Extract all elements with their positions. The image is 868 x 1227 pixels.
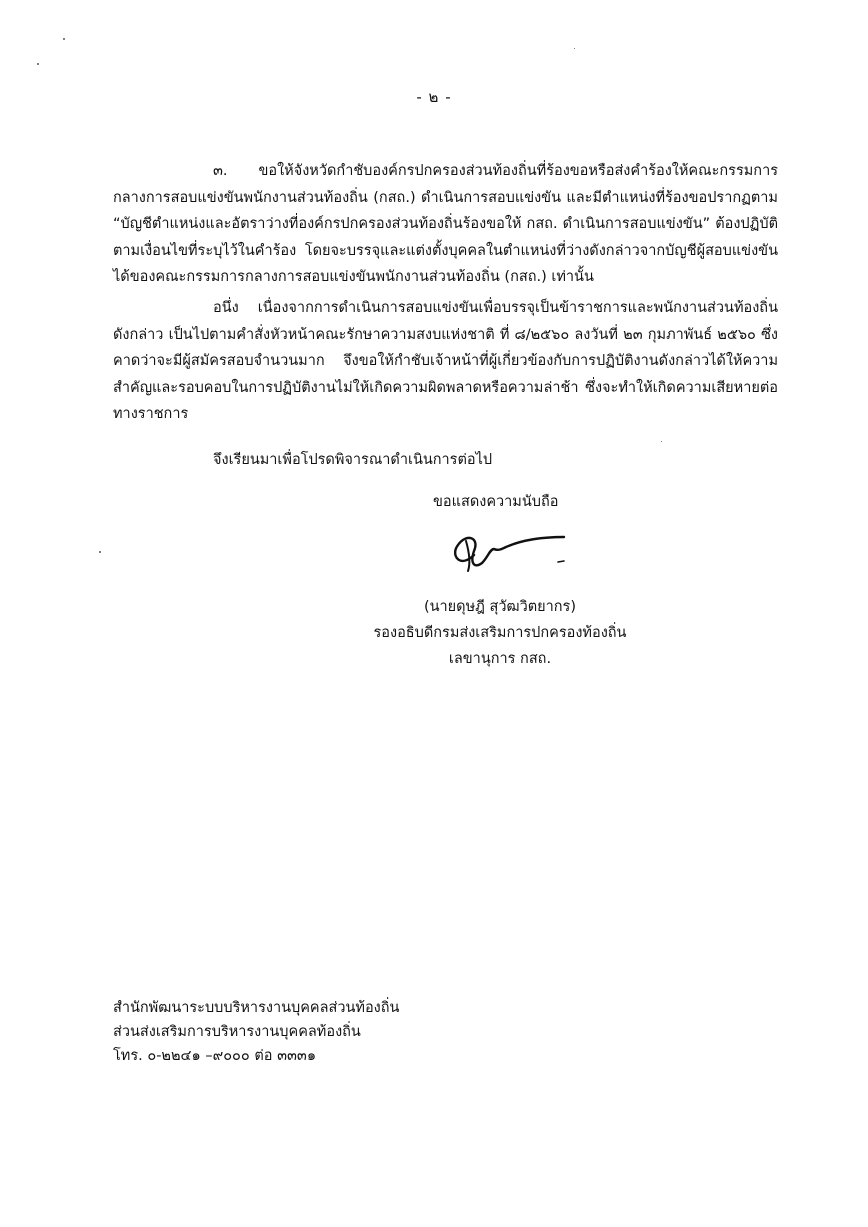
scan-speck (37, 63, 39, 65)
closing-line: จึงเรียนมาเพื่อโปรดพิจารณาดำเนินการต่อไป (213, 452, 493, 468)
footer-phone: โทร. ๐-๒๒๔๑ –๙๐๐๐ ต่อ ๓๓๓๑ (113, 1048, 317, 1064)
scan-speck (99, 551, 101, 553)
paragraph-item-3 (113, 158, 778, 291)
signer-role: เลขานุการ กสถ. (448, 651, 552, 667)
page-number: - ๒ - (416, 88, 452, 106)
paragraph-text: อนึ่ง เนื่องจากการดำเนินการสอบแข่งขันเพื่อบรรจุเป็นข้าราชการและพนักงานส่วนท้องถิ่นดังกล่าว เป็นไปตามคำสั่งหัวหน้าคณะรักษาความสงบแห่งชาติ ที่ ๘/๒๕๖๐ ลงวันที่ ๒๓ กุมภาพันธ์ ๒๕๖๐ ซึ่งคาดว่าจะมีผู้สมัครสอบจำนวนมาก จึงขอให้กำชับเจ้าหน้าที่ผู้เกี่ยวข้องกับการปฏิบัติงานดังกล่าวได้ให้ความสำคัญและรอบคอบในการปฏิบัติงานไม่ให้เกิดความผิดพลาดหรือความล่าช้า ซึ่งจะทำให้เกิดความเสียหายต่อทางราชการ (113, 300, 778, 422)
scan-speck (574, 48, 575, 49)
footer-office: สำนักพัฒนาระบบบริหารงานบุคคลส่วนท้องถิ่น (113, 1000, 400, 1016)
footer-division: ส่วนส่งเสริมการบริหารงานบุคคลท้องถิ่น (113, 1024, 361, 1040)
handwritten-signature (444, 525, 574, 575)
signer-name: (นายดุษฎี สุวัฒวิตยากร) (423, 599, 577, 615)
signer-position: รองอธิบดีกรมส่งเสริมการปกครองท้องถิ่น (373, 625, 627, 641)
regards-line: ขอแสดงความนับถือ (433, 494, 559, 510)
paragraph-note (113, 295, 778, 428)
scan-speck (63, 38, 65, 40)
paragraph-text: ๓. ขอให้จังหวัดกำชับองค์กรปกครองส่วนท้องถิ่นที่ร้องขอหรือส่งคำร้องให้คณะกรรมการกลางการสอบแข่งขันพนักงานส่วนท้องถิ่น (กสถ.) ดำเนินการสอบแข่งขัน และมีตำแหน่งที่ร้องขอปรากฏตาม “บัญชีตำแหน่งและอัตราว่างที่องค์กรปกครองส่วนท้องถิ่นร้องขอให้ กสถ. ดำเนินการสอบแข่งขัน” ต้องปฏิบัติตามเงื่อนไขที่ระบุไว้ในคำร้อง โดยจะบรรจุและแต่งตั้งบุคคลในตำแหน่งที่ว่างดังกล่าวจากบัญชีผู้สอบแข่งขันได้ของคณะกรรมการกลางการสอบแข่งขันพนักงานส่วนท้องถิ่น (กสถ.) เท่านั้น (113, 163, 778, 285)
scan-speck (661, 441, 662, 442)
